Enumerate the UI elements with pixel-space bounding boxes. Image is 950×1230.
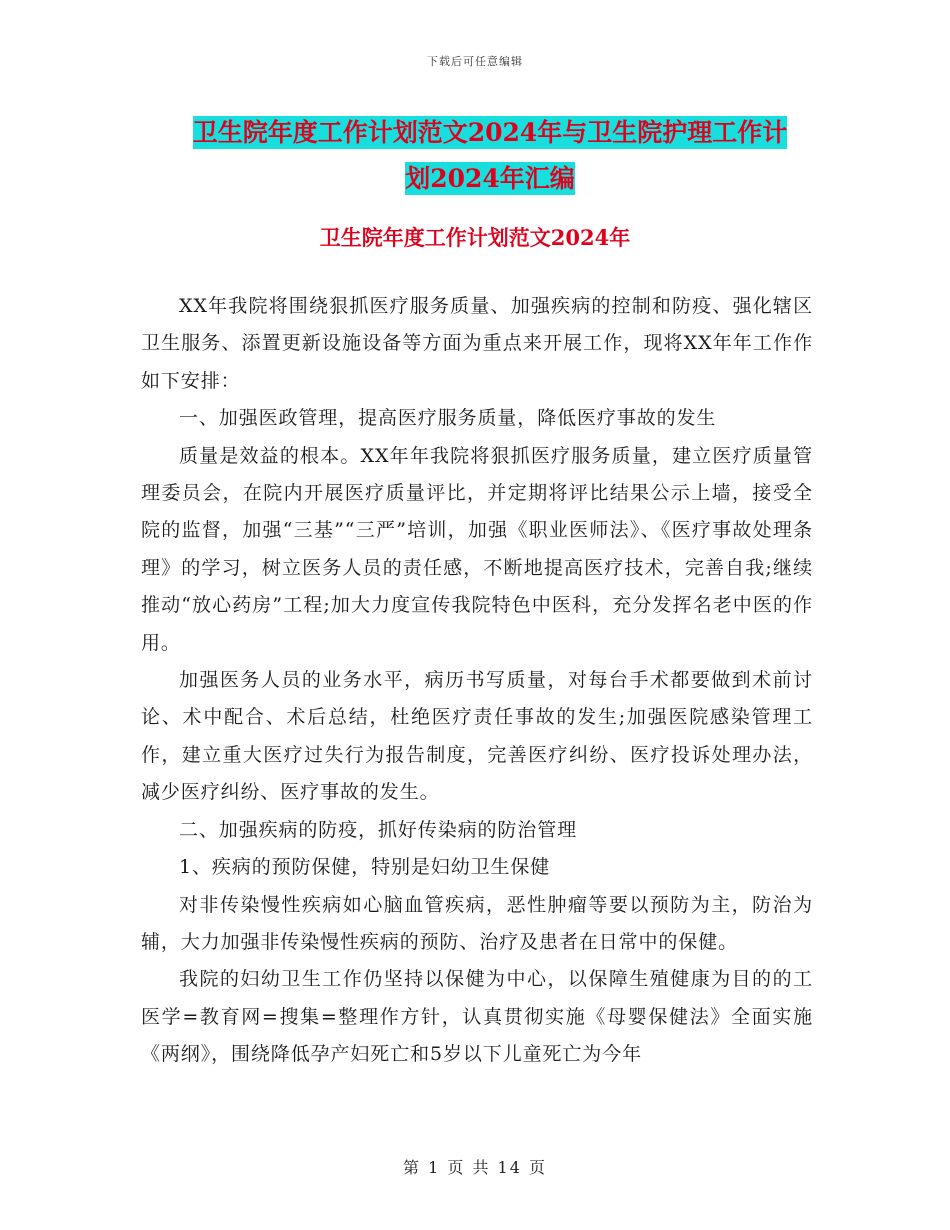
document-title-line-1: 卫生院年度工作计划范文2024年与卫生院护理工作计 [192, 118, 788, 147]
paragraph-chronic-disease: 对非传染慢性疾病如心脑血管疾病，恶性肿瘤等要以预防为主，防治为辅，大力加强非传染慢性疾病的预防、治疗及患者在日常中的保健。 [141, 893, 813, 953]
document-title [140, 110, 840, 202]
header-note: 下载后可任意编辑 [427, 55, 523, 68]
subheading-prevention: 1、疾病的预防保健，特别是妇幼卫生保健 [179, 856, 551, 879]
document-title-line-2: 划2024年汇编 [405, 164, 575, 193]
paragraph-quality: 质量是效益的根本。XX年年我院将狠抓医疗服务质量，建立医疗质量管理委员会，在院内开展医疗质量评比，并定期将评比结果公示上墙，接受全院的监督，加强“三基”“三严”培训，加强《职业医师法》、《医疗事故处理条理》的学习，树立医务人员的责任感，不断地提高医疗技术，完善自我;继续推动“放心药房”工程;加大力度宣传我院特色中医科，充分发挥名老中医的作用。 [141, 444, 813, 654]
section-title: 卫生院年度工作计划范文2024年 [319, 225, 631, 250]
paragraph-staff: 加强医务人员的业务水平，病历书写质量，对每台手术都要做到术前讨论、术中配合、术后总结，杜绝医疗责任事故的发生;加强医院感染管理工作，建立重大医疗过失行为报告制度，完善医疗纠纷、医疗投诉处理办法，减少医疗纠纷、医疗事故的发生。 [141, 669, 813, 804]
page-number: 第 1 页 共 14 页 [403, 1158, 547, 1177]
heading-one: 一、加强医政管理，提高医疗服务质量，降低医疗事故的发生 [179, 407, 717, 430]
paragraph-intro: XX年我院将围绕狠抓医疗服务质量、加强疾病的控制和防疫、强化辖区卫生服务、添置更新设施设备等方面为重点来开展工作，现将XX年年工作作如下安排： [141, 295, 813, 392]
paragraph-maternal-child: 我院的妇幼卫生工作仍坚持以保健为中心，以保障生殖健康为目的的工医学=教育网=搜集=整理作方针，认真贯彻实施《母婴保健法》全面实施《两纲》，围绕降低孕产妇死亡和5岁以下儿童死亡为今年 [141, 968, 813, 1066]
heading-two: 二、加强疾病的防疫，抓好传染病的防治管理 [179, 818, 578, 841]
body-text [141, 288, 813, 1074]
